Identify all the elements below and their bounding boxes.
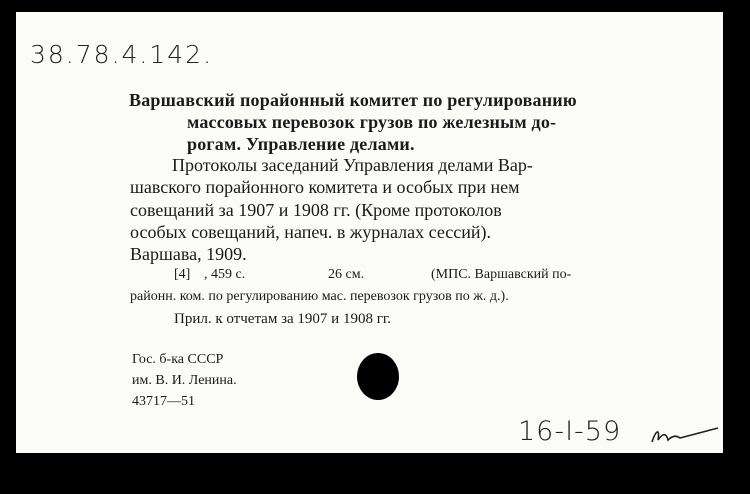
call-number: 38.78.4.142.: [30, 40, 214, 69]
library-name-line-2: им. В. И. Ленина.: [132, 373, 237, 388]
series-line-1: (МПС. Варшавский по-: [431, 267, 572, 282]
title-line-1: Протоколы заседаний Управления делами Вар-: [172, 155, 533, 175]
collation-pages: , 459 с.: [204, 267, 246, 282]
title-line-4: особых совещаний, напеч. в журналах сессий).: [130, 222, 491, 242]
library-name-line-1: Гос. б-ка СССР: [132, 352, 224, 367]
series-line-2: районн. ком. по регулированию мас. перевозок грузов по ж. д.).: [130, 289, 509, 304]
catalog-card: [16, 12, 723, 453]
collation-size: 26 см.: [328, 267, 365, 282]
heading-line-3: рогам. Управление делами.: [187, 134, 415, 154]
title-line-3: совещаний за 1907 и 1908 гг. (Кроме протоколов: [130, 200, 502, 220]
handwritten-signature: [650, 422, 720, 448]
handwritten-date: 16-I-59: [518, 416, 622, 447]
ink-stamp: [357, 353, 399, 400]
title-line-2: шавского порайонного комитета и особых при нем: [130, 177, 520, 197]
heading-line-2: массовых перевозок грузов по железным до-: [187, 112, 557, 132]
library-card-number: 43717—51: [132, 394, 195, 409]
collation-pages-bracket: [4]: [174, 267, 191, 282]
supplement-note: Прил. к отчетам за 1907 и 1908 гг.: [174, 311, 392, 327]
heading-line-1: Варшавский порайонный комитет по регулированию: [129, 90, 577, 110]
imprint: Варшава, 1909.: [130, 244, 247, 264]
